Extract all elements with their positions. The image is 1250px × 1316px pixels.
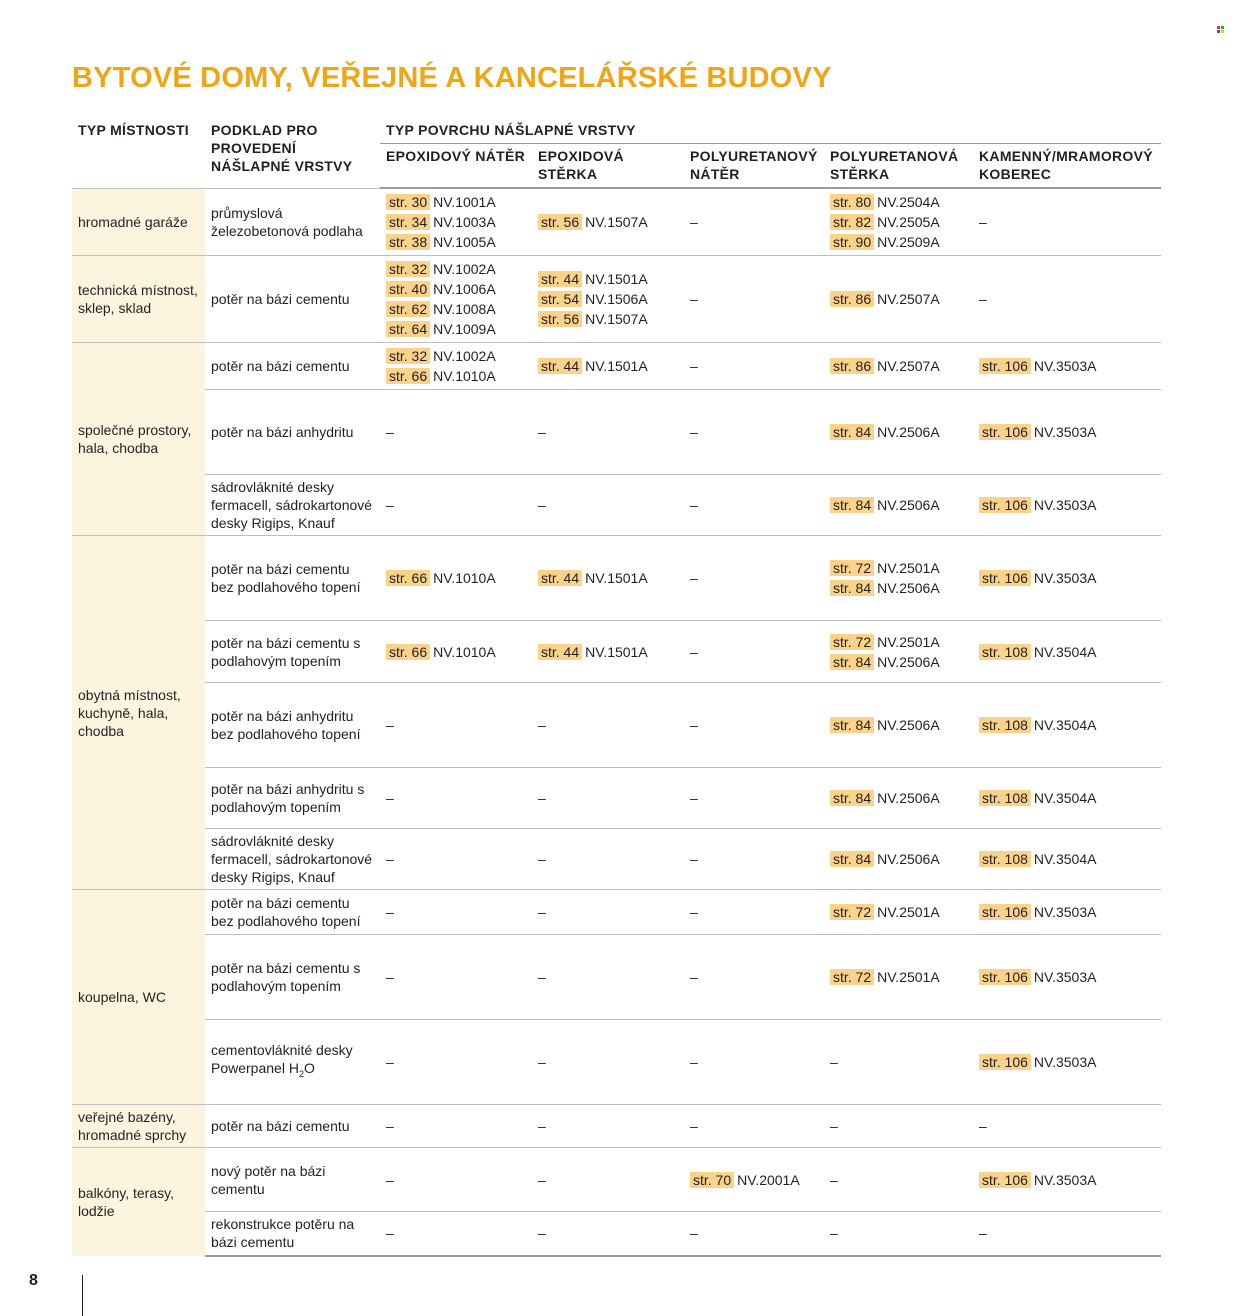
table-row <box>72 829 1161 890</box>
product-cell <box>973 1020 1161 1105</box>
product-reference <box>830 849 967 869</box>
empty-cell: – <box>532 1020 684 1105</box>
empty-cell: – <box>532 890 684 935</box>
page-reference-badge: str. 108 <box>979 644 1031 660</box>
product-cell <box>380 256 532 343</box>
table-row <box>72 1105 1161 1148</box>
substrate-text: sádrovláknité desky fermacell, sádrokartonové desky Rigips, Knauf <box>211 833 373 885</box>
product-reference <box>386 212 526 232</box>
empty-cell: – <box>380 768 532 829</box>
page-reference-badge: str. 40 <box>386 281 430 297</box>
page-reference-badge: str. 32 <box>386 261 430 277</box>
table-row <box>72 935 1161 1020</box>
product-code: NV.2506A <box>877 580 940 596</box>
product-code: NV.2507A <box>877 358 940 374</box>
product-code: NV.3503A <box>1033 1171 1097 1188</box>
page-reference-badge: str. 84 <box>830 580 874 596</box>
empty-cell: – <box>684 890 824 935</box>
page-reference-badge: str. 84 <box>830 717 874 733</box>
table-row <box>72 890 1161 935</box>
empty-cell: – <box>973 1105 1161 1148</box>
product-code: NV.3504A <box>1033 717 1097 733</box>
product-code: NV.2505A <box>877 214 940 230</box>
product-cell <box>380 343 532 390</box>
product-code: NV.1003A <box>433 214 496 230</box>
product-reference <box>830 967 967 987</box>
product-code: NV.2501A <box>877 560 940 576</box>
table-row <box>72 1148 1161 1212</box>
product-reference <box>979 715 1155 735</box>
table-row <box>72 768 1161 829</box>
header-stone-carpet: KAMENNÝ/MRAMOROVÝ KOBEREC <box>973 144 1161 189</box>
product-code: NV.1002A <box>433 261 496 277</box>
product-reference <box>830 289 967 309</box>
room-type-cell: společné prostory, hala, chodba <box>72 343 205 536</box>
room-type-cell: veřejné bazény, hromadné sprchy <box>72 1105 205 1148</box>
page-reference-badge: str. 34 <box>386 214 430 230</box>
table-body <box>72 188 1161 1256</box>
product-code: NV.3503A <box>1033 1054 1097 1070</box>
product-cell <box>380 536 532 621</box>
empty-cell: – <box>532 1212 684 1256</box>
product-reference <box>979 902 1155 922</box>
page-reference-badge: str. 86 <box>830 358 874 374</box>
product-code: NV.2506A <box>877 653 940 670</box>
empty-cell: – <box>684 256 824 343</box>
table-row <box>72 475 1161 536</box>
product-code: NV.1002A <box>433 348 496 364</box>
product-code: NV.2504A <box>877 194 940 210</box>
product-code: NV.1501A <box>585 643 648 660</box>
substrate-cell <box>205 935 380 1020</box>
empty-cell: – <box>532 475 684 536</box>
substrate-cell <box>205 683 380 768</box>
empty-cell: – <box>380 890 532 935</box>
empty-cell: – <box>684 1105 824 1148</box>
page-reference-badge: str. 44 <box>538 570 582 586</box>
page-reference-badge: str. 84 <box>830 654 874 670</box>
page-reference-badge: str. 106 <box>979 424 1031 440</box>
table-row <box>72 256 1161 343</box>
substrate-cell <box>205 1105 380 1148</box>
substrate-text: potěr na bázi cementu s podlahovým topením <box>211 634 361 669</box>
room-type-cell: koupelna, WC <box>72 890 205 1105</box>
page-reference-badge: str. 72 <box>830 634 874 650</box>
table-row <box>72 536 1161 621</box>
product-cell <box>973 890 1161 935</box>
product-cell <box>824 890 973 935</box>
empty-cell: – <box>532 1105 684 1148</box>
product-code: NV.1001A <box>433 194 496 210</box>
substrate-text: potěr na bázi anhydritu s podlahovým topením <box>211 781 365 815</box>
product-code: NV.3504A <box>1033 851 1097 867</box>
product-reference <box>830 422 967 442</box>
empty-cell: – <box>380 1148 532 1212</box>
product-reference <box>830 356 967 376</box>
product-cell <box>380 621 532 683</box>
substrate-cell <box>205 1212 380 1256</box>
product-reference <box>538 309 678 329</box>
product-reference <box>979 642 1155 662</box>
product-reference <box>386 319 526 339</box>
product-reference <box>386 299 526 319</box>
product-reference <box>830 578 967 598</box>
product-code: NV.1008A <box>433 301 496 317</box>
product-reference <box>538 212 678 232</box>
substrate-cell <box>205 256 380 343</box>
product-cell <box>532 621 684 683</box>
product-cell <box>973 1148 1161 1212</box>
product-reference <box>979 422 1155 442</box>
page-reference-badge: str. 108 <box>979 790 1031 806</box>
empty-cell: – <box>824 1148 973 1212</box>
substrate-cell <box>205 621 380 683</box>
empty-cell: – <box>684 475 824 536</box>
substrate-text: potěr na bázi cementu <box>211 1118 350 1134</box>
product-code: NV.2506A <box>877 424 940 440</box>
product-code: NV.1501A <box>585 271 648 287</box>
product-code: NV.2501A <box>877 904 940 920</box>
product-reference <box>979 967 1155 987</box>
product-reference <box>386 568 526 588</box>
product-code: NV.2506A <box>877 851 940 867</box>
product-code: NV.3503A <box>1033 570 1097 586</box>
product-reference <box>979 356 1155 376</box>
substrate-cell <box>205 768 380 829</box>
substrate-subscript: 2 <box>298 1068 304 1079</box>
substrate-cell <box>205 188 380 256</box>
page-reference-badge: str. 80 <box>830 194 874 210</box>
empty-cell: – <box>532 768 684 829</box>
page-reference-badge: str. 62 <box>386 301 430 317</box>
page-divider <box>82 1275 83 1316</box>
empty-cell: – <box>684 1020 824 1105</box>
product-code: NV.1010A <box>433 368 496 384</box>
product-code: NV.1005A <box>433 234 496 250</box>
product-reference <box>386 232 526 252</box>
page-reference-badge: str. 86 <box>830 291 874 307</box>
product-code: NV.1010A <box>433 643 496 660</box>
product-reference <box>386 192 526 212</box>
product-code: NV.1501A <box>585 358 648 374</box>
header-polyurethane-coating: POLYURETANOVÝ NÁTĚR <box>684 144 824 189</box>
page-reference-badge: str. 30 <box>386 194 430 210</box>
page-reference-badge: str. 66 <box>386 570 430 586</box>
page-reference-badge: str. 84 <box>830 790 874 806</box>
empty-cell: – <box>380 829 532 890</box>
product-cell <box>824 343 973 390</box>
product-reference <box>538 356 678 376</box>
substrate-text: potěr na bázi cementu bez podlahového topení <box>211 561 361 595</box>
empty-cell: – <box>380 475 532 536</box>
product-reference <box>830 495 967 515</box>
product-reference <box>830 652 967 672</box>
empty-cell: – <box>684 621 824 683</box>
product-code: NV.2507A <box>877 291 940 307</box>
empty-cell: – <box>380 935 532 1020</box>
substrate-text: cementovláknité desky Powerpanel H <box>211 1042 353 1077</box>
product-cell <box>380 188 532 256</box>
substrate-text: nový potěr na bázi cementu <box>211 1162 326 1197</box>
page-reference-badge: str. 70 <box>690 1172 734 1188</box>
product-cell <box>824 188 973 256</box>
page-number: 8 <box>29 1272 38 1289</box>
page-reference-badge: str. 56 <box>538 311 582 327</box>
table-row <box>72 683 1161 768</box>
substrate-cell <box>205 390 380 475</box>
product-reference <box>830 232 967 252</box>
table-row <box>72 390 1161 475</box>
product-code: NV.1009A <box>433 321 496 337</box>
empty-cell: – <box>824 1020 973 1105</box>
product-cell <box>824 390 973 475</box>
product-reference <box>538 642 678 662</box>
product-reference <box>538 269 678 289</box>
product-reference <box>830 632 967 652</box>
page-reference-badge: str. 32 <box>386 348 430 364</box>
product-cell <box>824 768 973 829</box>
product-code: NV.1506A <box>585 291 648 307</box>
substrate-cell <box>205 536 380 621</box>
product-reference <box>979 495 1155 515</box>
table-row <box>72 1020 1161 1105</box>
header-room-type: TYP MÍSTNOSTI <box>78 122 189 138</box>
room-type-cell: technická místnost, sklep, sklad <box>72 256 205 343</box>
page-reference-badge: str. 82 <box>830 214 874 230</box>
product-reference <box>538 568 678 588</box>
page-reference-badge: str. 56 <box>538 214 582 230</box>
substrate-cell <box>205 475 380 536</box>
empty-cell: – <box>532 1148 684 1212</box>
color-registration-mark <box>1217 26 1225 34</box>
empty-cell: – <box>973 256 1161 343</box>
substrate-text: potěr na bázi cementu <box>211 291 350 307</box>
page-reference-badge: str. 84 <box>830 497 874 513</box>
product-reference <box>830 715 967 735</box>
product-reference <box>830 212 967 232</box>
product-code: NV.3504A <box>1033 643 1097 660</box>
product-cell <box>824 536 973 621</box>
product-code: NV.2501A <box>877 633 940 650</box>
page-reference-badge: str. 106 <box>979 358 1031 374</box>
product-cell <box>973 536 1161 621</box>
product-cell <box>532 256 684 343</box>
product-cell <box>824 829 973 890</box>
product-cell <box>684 1148 824 1212</box>
page-reference-badge: str. 72 <box>830 969 874 985</box>
substrate-text: potěr na bázi cementu bez podlahového topení <box>211 895 361 929</box>
product-cell <box>824 935 973 1020</box>
product-code: NV.2506A <box>877 497 940 513</box>
product-code: NV.2509A <box>877 234 940 250</box>
product-code: NV.1006A <box>433 281 496 297</box>
product-cell <box>973 475 1161 536</box>
empty-cell: – <box>684 188 824 256</box>
empty-cell: – <box>532 829 684 890</box>
empty-cell: – <box>684 536 824 621</box>
substrate-text: potěr na bázi cementu <box>211 358 350 374</box>
table-row <box>72 621 1161 683</box>
page-reference-badge: str. 72 <box>830 560 874 576</box>
product-code: NV.3503A <box>1033 969 1097 985</box>
page-reference-badge: str. 108 <box>979 717 1031 733</box>
empty-cell: – <box>684 343 824 390</box>
product-reference <box>538 289 678 309</box>
empty-cell: – <box>380 390 532 475</box>
page-reference-badge: str. 64 <box>386 321 430 337</box>
substrate-text-tail: O <box>303 1060 315 1077</box>
empty-cell: – <box>380 1105 532 1148</box>
page-reference-badge: str. 66 <box>386 368 430 384</box>
page-reference-badge: str. 106 <box>979 969 1031 985</box>
header-polyurethane-screed: POLYURETANOVÁ STĚRKA <box>824 144 973 189</box>
surface-table <box>72 118 1161 1257</box>
empty-cell: – <box>824 1105 973 1148</box>
table-row <box>72 343 1161 390</box>
empty-cell: – <box>973 188 1161 256</box>
empty-cell: – <box>824 1212 973 1256</box>
product-reference <box>386 279 526 299</box>
product-code: NV.1507A <box>585 214 648 230</box>
page-reference-badge: str. 84 <box>830 851 874 867</box>
substrate-text: rekonstrukce potěru na bázi cementu <box>211 1216 355 1251</box>
product-reference <box>979 568 1155 588</box>
page-reference-badge: str. 106 <box>979 570 1031 586</box>
substrate-cell <box>205 1020 380 1105</box>
empty-cell: – <box>532 390 684 475</box>
table-row <box>72 1212 1161 1256</box>
empty-cell: – <box>380 1020 532 1105</box>
header-substrate: PODKLAD PRO PROVEDENÍ NÁŠLAPNÉ VRSTVY <box>211 122 353 174</box>
page-reference-badge: str. 106 <box>979 497 1031 513</box>
product-reference <box>979 788 1155 808</box>
product-code: NV.3503A <box>1033 358 1097 374</box>
product-reference <box>690 1170 818 1190</box>
page-reference-badge: str. 44 <box>538 644 582 660</box>
room-type-cell: hromadné garáže <box>72 188 205 256</box>
substrate-text: sádrovláknité desky fermacell, sádrokartonové desky Rigips, Knauf <box>211 479 373 531</box>
product-cell <box>973 343 1161 390</box>
empty-cell: – <box>380 683 532 768</box>
product-cell <box>973 683 1161 768</box>
header-surface-type: TYP POVRCHU NÁŠLAPNÉ VRSTVY <box>380 118 1161 144</box>
product-reference <box>830 788 967 808</box>
product-reference <box>979 1170 1155 1190</box>
product-reference <box>830 902 967 922</box>
empty-cell: – <box>684 935 824 1020</box>
product-cell <box>973 621 1161 683</box>
table-row <box>72 188 1161 256</box>
product-reference <box>386 346 526 366</box>
product-cell <box>824 256 973 343</box>
substrate-cell <box>205 343 380 390</box>
empty-cell: – <box>684 829 824 890</box>
empty-cell: – <box>532 683 684 768</box>
product-code: NV.2001A <box>737 1171 800 1188</box>
substrate-text: potěr na bázi anhydritu <box>211 424 354 440</box>
product-reference <box>979 1052 1155 1072</box>
page-reference-badge: str. 66 <box>386 644 430 660</box>
empty-cell: – <box>532 935 684 1020</box>
product-reference <box>386 366 526 386</box>
product-code: NV.1501A <box>585 570 648 586</box>
product-reference <box>830 558 967 578</box>
header-epoxy-screed: EPOXIDOVÁ STĚRKA <box>532 144 684 189</box>
empty-cell: – <box>684 390 824 475</box>
empty-cell: – <box>684 1212 824 1256</box>
product-cell <box>824 475 973 536</box>
page-reference-badge: str. 90 <box>830 234 874 250</box>
product-code: NV.3503A <box>1033 904 1097 920</box>
product-cell <box>973 935 1161 1020</box>
page-reference-badge: str. 106 <box>979 1054 1031 1070</box>
page-reference-badge: str. 108 <box>979 851 1031 867</box>
page-reference-badge: str. 72 <box>830 904 874 920</box>
product-code: NV.3503A <box>1033 424 1097 440</box>
substrate-cell <box>205 890 380 935</box>
product-code: NV.2506A <box>877 717 940 733</box>
product-reference <box>386 259 526 279</box>
product-code: NV.1507A <box>585 311 648 327</box>
product-reference <box>979 849 1155 869</box>
room-type-cell: obytná místnost, kuchyně, hala, chodba <box>72 536 205 890</box>
page-reference-badge: str. 106 <box>979 1172 1031 1188</box>
product-cell <box>973 768 1161 829</box>
page-reference-badge: str. 38 <box>386 234 430 250</box>
substrate-cell <box>205 1148 380 1212</box>
page-reference-badge: str. 106 <box>979 904 1031 920</box>
product-code: NV.1010A <box>433 570 496 586</box>
empty-cell: – <box>684 768 824 829</box>
substrate-cell <box>205 829 380 890</box>
product-cell <box>973 390 1161 475</box>
substrate-text: průmyslová železobetonová podlaha <box>211 204 363 239</box>
page-reference-badge: str. 84 <box>830 424 874 440</box>
product-code: NV.3504A <box>1033 790 1097 806</box>
empty-cell: – <box>973 1212 1161 1256</box>
header-epoxy-coating: EPOXIDOVÝ NÁTĚR <box>380 144 532 189</box>
page-reference-badge: str. 44 <box>538 271 582 287</box>
substrate-text: potěr na bázi anhydritu bez podlahového topení <box>211 708 361 742</box>
product-reference <box>830 192 967 212</box>
page-reference-badge: str. 44 <box>538 358 582 374</box>
product-code: NV.3503A <box>1033 497 1097 513</box>
product-code: NV.2501A <box>877 969 940 985</box>
product-cell <box>532 343 684 390</box>
empty-cell: – <box>380 1212 532 1256</box>
room-type-cell: balkóny, terasy, lodžie <box>72 1148 205 1256</box>
product-cell <box>824 621 973 683</box>
product-code: NV.2506A <box>877 790 940 806</box>
empty-cell: – <box>684 683 824 768</box>
product-cell <box>973 829 1161 890</box>
product-reference <box>386 642 526 662</box>
product-cell <box>532 188 684 256</box>
product-cell <box>824 683 973 768</box>
substrate-text: potěr na bázi cementu s podlahovým topením <box>211 960 361 994</box>
page-title: BYTOVÉ DOMY, VEŘEJNÉ A KANCELÁŘSKÉ BUDOVY <box>72 62 832 94</box>
product-cell <box>532 536 684 621</box>
page-reference-badge: str. 54 <box>538 291 582 307</box>
